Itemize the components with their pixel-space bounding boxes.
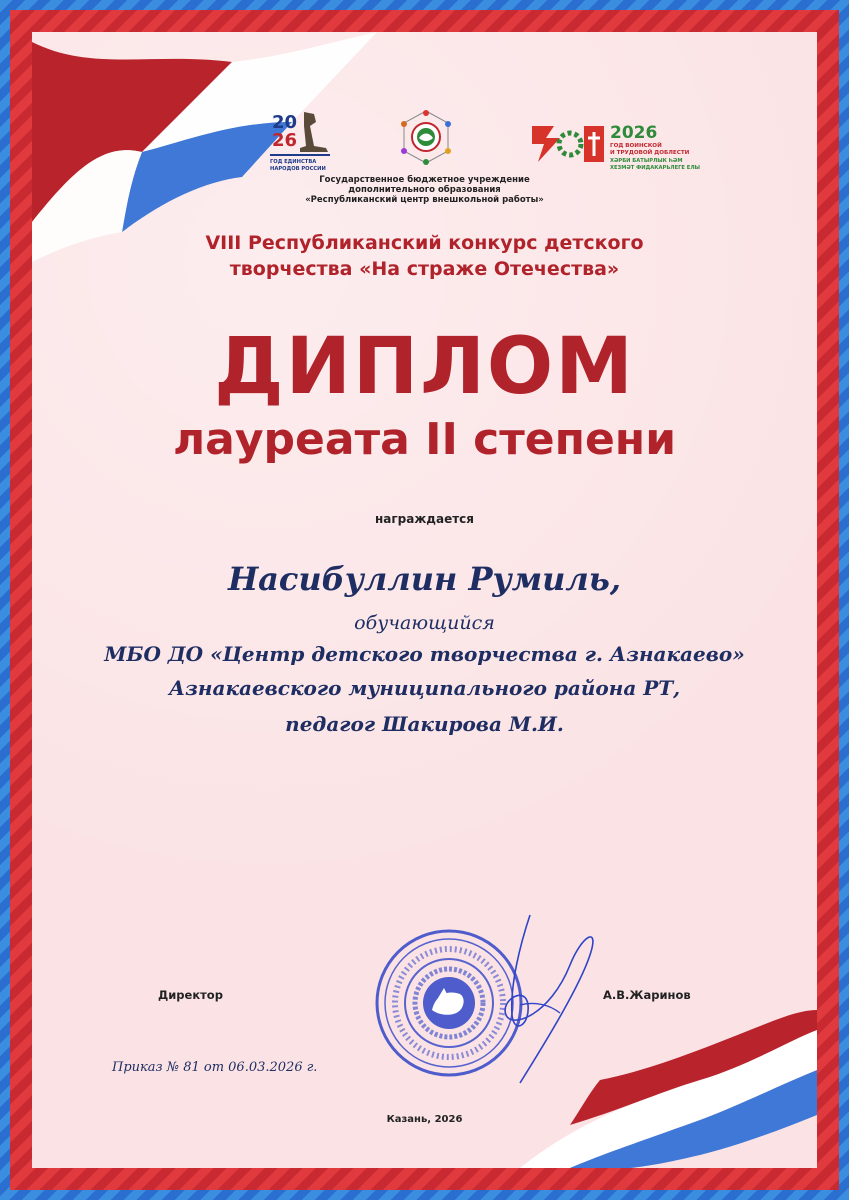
recipient-org-line-1: МБО ДО «Центр детского творчества г. Азнакаево»: [104, 642, 745, 666]
institution-line-3: «Республиканский центр внешкольной работы»: [305, 195, 544, 205]
order-number: Приказ № 81 от 06.03.2026 г.: [112, 1060, 318, 1075]
military-logo-caption1: ГОД ВОИНСКОЙ: [610, 143, 662, 149]
director-signature: [490, 905, 610, 1095]
city-year: Казань, 2026: [386, 1114, 463, 1125]
military-logo-caption3: ХӘРБИ БАТЫРЛЫК ҺӘМ: [610, 158, 683, 164]
diploma-degree: лауреата II степени: [172, 414, 677, 465]
recipient-org-line-2: Азнакаевского муниципального района РТ,: [168, 676, 681, 700]
contest-title-line-2: творчества «На страже Отечества»: [229, 258, 620, 280]
institution-line-1: Государственное бюджетное учреждение: [319, 175, 530, 185]
recipient-teacher: педагог Шакирова М.И.: [285, 712, 564, 736]
recipient-name: Насибуллин Румиль,: [227, 560, 622, 598]
diploma-title: ДИПЛОМ: [214, 322, 635, 412]
rcvr-emblem-logo: [397, 108, 455, 166]
unity-logo-bottom: 26: [272, 130, 298, 151]
military-logo-year: 2026: [610, 123, 658, 143]
director-name: А.В.Жаринов: [603, 988, 691, 1002]
institution-line-2: дополнительного образования: [348, 185, 501, 195]
military-logo-caption2: И ТРУДОВОЙ ДОБЛЕСТИ: [610, 150, 690, 156]
director-position: Директор: [158, 988, 223, 1002]
unity-year-logo: [270, 108, 332, 174]
unity-logo-caption1: ГОД ЕДИНСТВА: [270, 159, 317, 165]
recipient-role: обучающийся: [354, 612, 495, 634]
awarded-label: награждается: [375, 512, 474, 526]
military-logo-caption4: ХЕЗМӘТ ФИДАКАРЬЛЕГЕ ЕЛЫ: [610, 165, 700, 171]
military-year-logo: [530, 114, 700, 174]
unity-logo-caption2: НАРОДОВ РОССИИ: [270, 166, 326, 172]
logos-row: [0, 104, 849, 174]
contest-title-line-1: VIII Республиканский конкурс детского: [205, 232, 644, 254]
unity-logo-top: 20: [272, 112, 298, 133]
